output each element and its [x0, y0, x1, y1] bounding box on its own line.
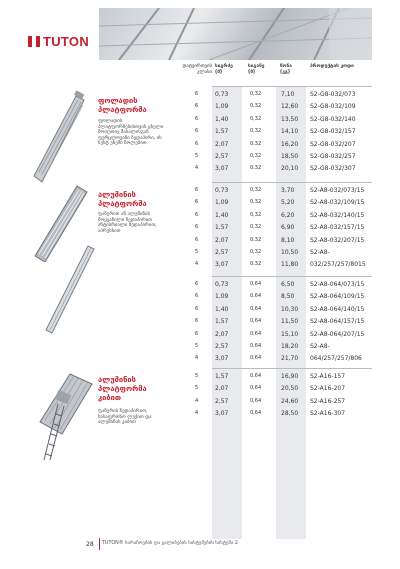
col-product-code: პროდუქტის კოდი [310, 64, 354, 69]
width-cell: 0,32 [250, 224, 262, 231]
product-code-cell: 064/257/257/806 [310, 355, 362, 363]
load-class-cell: 5 [195, 249, 199, 255]
length-cell: 2,07 [215, 140, 229, 148]
brand-name: TUTON [43, 34, 90, 49]
length-cell: 1,40 [215, 211, 229, 219]
length-cell: 2,57 [215, 249, 229, 256]
load-class-cell: 6 [195, 187, 199, 193]
width-cell: 0,64 [250, 293, 262, 300]
length-cell: 1,09 [215, 103, 229, 111]
length-cell: 0,73 [215, 281, 229, 288]
steel-platform-image [28, 88, 90, 190]
load-class-cell: 4 [195, 397, 199, 404]
col-weight: წონა (კგ) [280, 64, 292, 75]
width-cell: 0,64 [250, 318, 262, 325]
load-class-cell: 5 [195, 373, 199, 379]
product-code-cell: S2-A8-064/140/15 [310, 305, 365, 313]
product-code-cell: S2-A8-064/157/15 [310, 318, 365, 326]
load-class-cell: 6 [195, 115, 199, 122]
brand-logo [28, 34, 89, 49]
group-separator [212, 182, 372, 183]
load-class-cell: 6 [195, 91, 199, 97]
length-cell: 1,40 [215, 305, 229, 313]
weight-cell: 6,50 [281, 281, 295, 288]
weight-cell: 15,10 [281, 330, 299, 338]
width-cell: 0,32 [250, 236, 262, 243]
load-class-cell: 4 [195, 355, 199, 362]
product-code-cell: S2-A8-032/157/15 [310, 224, 365, 232]
product-code-cell: S2-A16-207 [310, 385, 346, 393]
load-class-cell: 4 [195, 410, 199, 417]
weight-cell: 28,50 [281, 410, 299, 418]
length-cell: 1,57 [215, 318, 229, 326]
length-cell: 2,57 [215, 397, 229, 405]
length-cell: 3,07 [215, 261, 229, 269]
footer-divider [99, 538, 100, 550]
product-code-cell: S2-A16-157 [310, 373, 346, 380]
weight-cell: 20,10 [281, 165, 299, 173]
width-cell: 0,32 [250, 187, 262, 193]
weight-cell: 18,50 [281, 153, 299, 160]
load-class-cell: 6 [195, 281, 199, 287]
col-width: სიგანე (მ) [248, 64, 265, 75]
product-code-cell: S2-G8-032/157 [310, 128, 356, 136]
weight-cell: 21,70 [281, 355, 299, 363]
product-code-cell: S2-G8-032/207 [310, 140, 356, 148]
product-code-cell: S2-A8-032/073/15 [310, 187, 365, 194]
load-class-cell: 6 [195, 305, 199, 312]
weight-cell: 18,20 [281, 343, 299, 350]
length-cell: 2,07 [215, 330, 229, 338]
width-cell: 0,32 [250, 153, 262, 159]
col-length: სიგრძე (მ) [215, 64, 233, 75]
weight-cell: 5,20 [281, 199, 295, 207]
length-cell: 2,07 [215, 236, 229, 244]
length-cell: 3,07 [215, 355, 229, 363]
width-cell: 0,32 [250, 261, 262, 268]
product-code-cell: S2-A8-064/207/15 [310, 330, 365, 338]
width-cell: 0,64 [250, 385, 262, 392]
load-class-cell: 6 [195, 318, 199, 325]
load-class-cell: 6 [195, 211, 199, 218]
group-separator [212, 276, 372, 277]
logo-mark-icon [28, 36, 40, 47]
product-code-cell: S2-A8- [310, 249, 330, 256]
load-class-cell: 6 [195, 128, 199, 135]
weight-cell: 10,50 [281, 249, 299, 256]
load-class-cell: 4 [195, 261, 199, 268]
load-class-cell: 6 [195, 293, 199, 300]
aluminium-platform-wide-image [42, 240, 102, 339]
length-cell: 1,57 [215, 128, 229, 136]
product-title-aluminium: ალუმინის პლატფორმა [98, 190, 147, 208]
length-cell: 3,07 [215, 165, 229, 173]
width-cell: 0,32 [250, 211, 262, 218]
weight-cell: 6,90 [281, 224, 295, 232]
width-cell: 0,64 [250, 281, 262, 287]
width-cell: 0,32 [250, 249, 262, 255]
weight-cell: 8,50 [281, 293, 295, 301]
length-cell: 2,07 [215, 385, 229, 393]
product-desc-aluminium: ფანერით ან ალუმინის მოყვანილი ზედაპირით ანტისრიალი ზედაპირით, აპრესხით [98, 212, 157, 234]
length-cell: 0,73 [215, 91, 229, 98]
col-load-class: დატვირთვის კლასი [182, 64, 212, 75]
load-class-cell: 6 [195, 330, 199, 337]
product-code-cell: S2-G8-032/257 [310, 153, 356, 160]
product-code-cell: S2-A8-064/109/15 [310, 293, 365, 301]
length-cell: 2,57 [215, 153, 229, 160]
product-code-cell: S2-G8-032/307 [310, 165, 356, 173]
product-desc-aluminium-ladder: ფანერის ზედაპირით, სასაფრთხო ლუქით და ალუმინის კიბით [98, 409, 152, 426]
product-desc-steel: ფოლადის პლატფორმებისთვის ცხელი მოთუთიე მასალისგან ფურცლოვანი ზედაპირი, ის სუსტ უხეში ზოლებით [98, 119, 164, 147]
load-class-cell: 5 [195, 153, 199, 159]
product-code-cell: S2-G8-032/140 [310, 115, 356, 123]
product-code-cell: S2-A8- [310, 343, 330, 350]
product-title-aluminium-ladder: ალუმინის პლატფორმა კიბით [98, 375, 147, 402]
product-code-cell: S2-A8-032/109/15 [310, 199, 365, 207]
width-cell: 0,64 [250, 355, 262, 362]
length-cell: 1,57 [215, 224, 229, 232]
weight-cell: 16,20 [281, 140, 299, 148]
width-cell: 0,32 [250, 128, 262, 135]
width-cell: 0,64 [250, 410, 262, 417]
weight-cell: 12,60 [281, 103, 299, 111]
load-class-cell: 6 [195, 224, 199, 231]
length-cell: 2,57 [215, 343, 229, 350]
product-code-cell: S2-G8-032/073 [310, 91, 356, 98]
product-code-cell: S2-A8-032/207/15 [310, 236, 365, 244]
product-title-steel: ფოლადის პლატფორმა [98, 96, 147, 114]
width-cell: 0,64 [250, 373, 262, 379]
product-code-cell: S2-G8-032/109 [310, 103, 356, 111]
load-class-cell: 4 [195, 165, 199, 172]
load-class-cell: 5 [195, 385, 199, 392]
product-code-cell: S2-A16-257 [310, 397, 346, 405]
weight-cell: 24,60 [281, 397, 299, 405]
load-class-cell: 5 [195, 343, 199, 349]
length-cell: 1,40 [215, 115, 229, 123]
length-cell: 1,09 [215, 293, 229, 301]
weight-cell: 10,30 [281, 305, 299, 313]
weight-cell: 14,10 [281, 128, 299, 136]
weight-cell: 11,50 [281, 318, 299, 326]
product-code-cell: S2-A16-307 [310, 410, 346, 418]
load-class-cell: 6 [195, 103, 199, 110]
width-cell: 0,32 [250, 140, 262, 147]
width-cell: 0,32 [250, 115, 262, 122]
length-cell: 0,73 [215, 187, 229, 194]
weight-cell: 16,90 [281, 373, 299, 380]
product-code-cell: S2-A8-064/073/15 [310, 281, 365, 288]
length-cell: 3,07 [215, 410, 229, 418]
platform-with-ladder-image [36, 368, 96, 464]
group-separator [212, 86, 372, 87]
product-code-cell: 032/257/257/8015 [310, 261, 366, 269]
group-separator [212, 368, 372, 369]
weight-cell: 8,10 [281, 236, 295, 244]
page-number: 28 [86, 541, 94, 548]
width-cell: 0,64 [250, 330, 262, 337]
product-code-cell: S2-A8-032/140/15 [310, 211, 365, 219]
weight-cell: 7,10 [281, 91, 295, 98]
width-cell: 0,32 [250, 91, 262, 97]
weight-cell: 11,80 [281, 261, 299, 269]
length-cell: 1,09 [215, 199, 229, 207]
load-class-cell: 6 [195, 140, 199, 147]
weight-cell: 20,50 [281, 385, 299, 393]
hero-image [99, 8, 372, 60]
load-class-cell: 6 [195, 199, 199, 206]
width-cell: 0,32 [250, 165, 262, 172]
weight-cell: 3,70 [281, 187, 295, 194]
load-class-cell: 6 [195, 236, 199, 243]
footer-text: TUTON® ხარაჩოების და ყალიბების სისტემების სისტემა 2 [102, 541, 238, 546]
width-cell: 0,64 [250, 397, 262, 404]
length-cell: 1,57 [215, 373, 229, 380]
weight-cell: 13,50 [281, 115, 299, 123]
weight-cell: 6,20 [281, 211, 295, 219]
width-cell: 0,64 [250, 343, 262, 349]
width-cell: 0,32 [250, 199, 262, 206]
width-cell: 0,32 [250, 103, 262, 110]
width-cell: 0,64 [250, 305, 262, 312]
